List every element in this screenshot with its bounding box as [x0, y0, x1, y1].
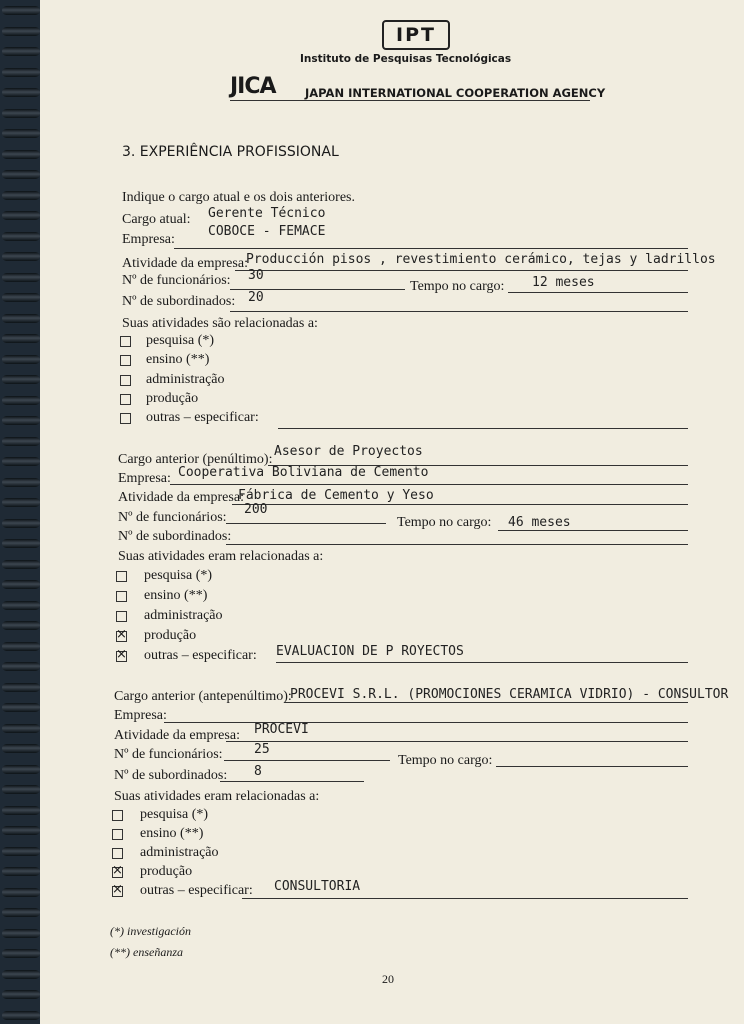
before-previous-atividade-value: PROCEVI [254, 722, 309, 737]
label-tempo-3: Tempo no cargo: [398, 753, 493, 768]
spiral-coil [2, 334, 40, 343]
page-number: 20 [382, 972, 394, 986]
option-ensino-2: ensino (**) [144, 588, 208, 603]
checkbox-pesquisa-2[interactable] [116, 571, 127, 582]
jica-logo: JICA [230, 74, 276, 99]
option-pesquisa-3: pesquisa (*) [140, 807, 209, 822]
spiral-coil [2, 88, 40, 97]
label-atividade-3: Atividade da empresa: [114, 728, 240, 743]
spiral-coil [2, 498, 40, 507]
checkbox-pesquisa[interactable] [120, 336, 131, 347]
spiral-coil [2, 314, 40, 323]
checkbox-outras-3-checked[interactable] [112, 886, 123, 897]
spiral-coil [2, 478, 40, 487]
label-funcionarios-3: Nº de funcionários: [114, 747, 223, 762]
previous-cargo-value: Asesor de Proyectos [274, 444, 423, 459]
institute-name: Instituto de Pesquisas Tecnológicas [300, 53, 512, 65]
checkbox-producao[interactable] [120, 394, 131, 405]
option-pesquisa-2: pesquisa (*) [144, 568, 213, 583]
option-administracao-3: administração [140, 845, 219, 860]
label-empresa: Empresa: [122, 232, 175, 247]
spiral-coil [2, 109, 40, 118]
label-atividade-2: Atividade da empresa: [118, 490, 244, 505]
previous-funcionarios-value: 200 [244, 502, 268, 517]
spiral-coil [2, 211, 40, 220]
checkbox-administracao[interactable] [120, 375, 131, 386]
current-empresa-value: COBOCE - FEMACE [208, 224, 326, 239]
previous-tempo-value: 46 meses [508, 515, 571, 530]
checkbox-outras[interactable] [120, 413, 131, 424]
option-outras-3: outras – especificar: [140, 883, 253, 898]
checkbox-ensino-2[interactable] [116, 591, 127, 602]
spiral-coil [2, 744, 40, 753]
label-subordinados: Nº de subordinados: [122, 294, 236, 309]
previous-outras-value: EVALUACION DE P ROYECTOS [276, 644, 464, 659]
spiral-coil [2, 908, 40, 917]
option-producao-2: produção [144, 628, 197, 643]
spiral-coil [2, 437, 40, 446]
option-ensino-3: ensino (**) [140, 826, 204, 841]
spiral-coil [2, 375, 40, 384]
spiral-coil [2, 232, 40, 241]
label-empresa-3: Empresa: [114, 708, 167, 723]
label-subordinados-3: Nº de subordinados: [114, 768, 228, 783]
spiral-coil [2, 252, 40, 261]
spiral-coil [2, 560, 40, 569]
label-subordinados-2: Nº de subordinados: [118, 529, 232, 544]
checkbox-ensino-3[interactable] [112, 829, 123, 840]
label-empresa-2: Empresa: [118, 471, 171, 486]
option-administracao: administração [146, 372, 225, 387]
spiral-coil [2, 293, 40, 302]
previous-atividade-value: Fábrica de Cemento y Yeso [238, 488, 434, 503]
current-atividade-value: Producción pisos , revestimiento cerámico, tejas y ladrillos [246, 252, 716, 267]
agency-name: JAPAN INTERNATIONAL COOPERATION AGENCY [305, 86, 606, 100]
spiral-coil [2, 150, 40, 159]
spiral-coil [2, 785, 40, 794]
option-producao-3: produção [140, 864, 193, 879]
before-previous-subordinados-value: 8 [254, 764, 262, 779]
spiral-coil [2, 703, 40, 712]
spiral-coil [2, 273, 40, 282]
checkbox-producao-3-checked[interactable] [112, 867, 123, 878]
checkbox-producao-2-checked[interactable] [116, 631, 127, 642]
label-tempo: Tempo no cargo: [410, 279, 505, 294]
option-outras: outras – especificar: [146, 410, 259, 425]
spiral-coil [2, 806, 40, 815]
spiral-coil [2, 580, 40, 589]
spiral-coil [2, 6, 40, 15]
spiral-coil [2, 355, 40, 364]
label-cargo-atual: Cargo atual: [122, 212, 191, 227]
current-cargo-value: Gerente Técnico [208, 206, 326, 221]
spiral-coil [2, 601, 40, 610]
label-suas-eram-3: Suas atividades eram relacionadas a: [114, 789, 320, 804]
spiral-coil [2, 683, 40, 692]
checkbox-administracao-2[interactable] [116, 611, 127, 622]
label-cargo-antepenultimo: Cargo anterior (antepenúltimo): [114, 689, 292, 704]
spiral-coil [2, 519, 40, 528]
before-previous-outras-value: CONSULTORIA [274, 879, 361, 894]
ipt-logo: IPT [382, 20, 450, 50]
current-tempo-value: 12 meses [532, 275, 595, 290]
checkbox-administracao-3[interactable] [112, 848, 123, 859]
spiral-coil [2, 867, 40, 876]
checkbox-ensino[interactable] [120, 355, 131, 366]
previous-empresa-value: Cooperativa Boliviana de Cemento [178, 465, 429, 480]
spiral-coil [2, 826, 40, 835]
spiral-coil [2, 170, 40, 179]
spiral-coil [2, 191, 40, 200]
spiral-coil [2, 68, 40, 77]
spiral-coil [2, 416, 40, 425]
checkbox-outras-2-checked[interactable] [116, 651, 127, 662]
spiral-coil [2, 47, 40, 56]
label-cargo-penultimo: Cargo anterior (penúltimo): [118, 452, 273, 467]
spiral-coil [2, 765, 40, 774]
spiral-coil [2, 396, 40, 405]
label-funcionarios: Nº de funcionários: [122, 273, 231, 288]
spiral-coil [2, 1011, 40, 1020]
spiral-coil [2, 621, 40, 630]
spiral-coil [2, 888, 40, 897]
spiral-coil [2, 970, 40, 979]
label-suas-sao: Suas atividades são relacionadas a: [122, 316, 318, 331]
spiral-coil [2, 457, 40, 466]
spiral-coil [2, 642, 40, 651]
option-producao: produção [146, 391, 199, 406]
spiral-coil [2, 847, 40, 856]
form-page [40, 0, 744, 1024]
option-outras-2: outras – especificar: [144, 648, 257, 663]
section-title: 3. EXPERIÊNCIA PROFISSIONAL [122, 144, 339, 160]
spiral-coil [2, 662, 40, 671]
option-pesquisa: pesquisa (*) [146, 333, 215, 348]
instruction: Indique o cargo atual e os dois anteriores. [122, 190, 356, 205]
option-administracao-2: administração [144, 608, 223, 623]
footnote-ensenanza: (**) enseñanza [110, 945, 183, 959]
spiral-coil [2, 990, 40, 999]
spiral-coil [2, 929, 40, 938]
spiral-coil [2, 539, 40, 548]
label-atividade: Atividade da empresa: [122, 256, 248, 271]
spiral-coil [2, 949, 40, 958]
before-previous-funcionarios-value: 25 [254, 742, 270, 757]
label-funcionarios-2: Nº de funcionários: [118, 510, 227, 525]
spiral-coil [2, 27, 40, 36]
spiral-coil [2, 724, 40, 733]
spiral-coil [2, 129, 40, 138]
label-suas-eram: Suas atividades eram relacionadas a: [118, 549, 324, 564]
current-funcionarios-value: 30 [248, 268, 264, 283]
label-tempo-2: Tempo no cargo: [397, 515, 492, 530]
before-previous-cargo-value: PROCEVI S.R.L. (PROMOCIONES CERAMICA VIDRIO) - CONSULTOR [290, 687, 729, 702]
footnote-investigacion: (*) investigación [110, 924, 191, 938]
current-subordinados-value: 20 [248, 290, 264, 305]
option-ensino: ensino (**) [146, 352, 210, 367]
spiral-binding [0, 0, 44, 1024]
checkbox-pesquisa-3[interactable] [112, 810, 123, 821]
